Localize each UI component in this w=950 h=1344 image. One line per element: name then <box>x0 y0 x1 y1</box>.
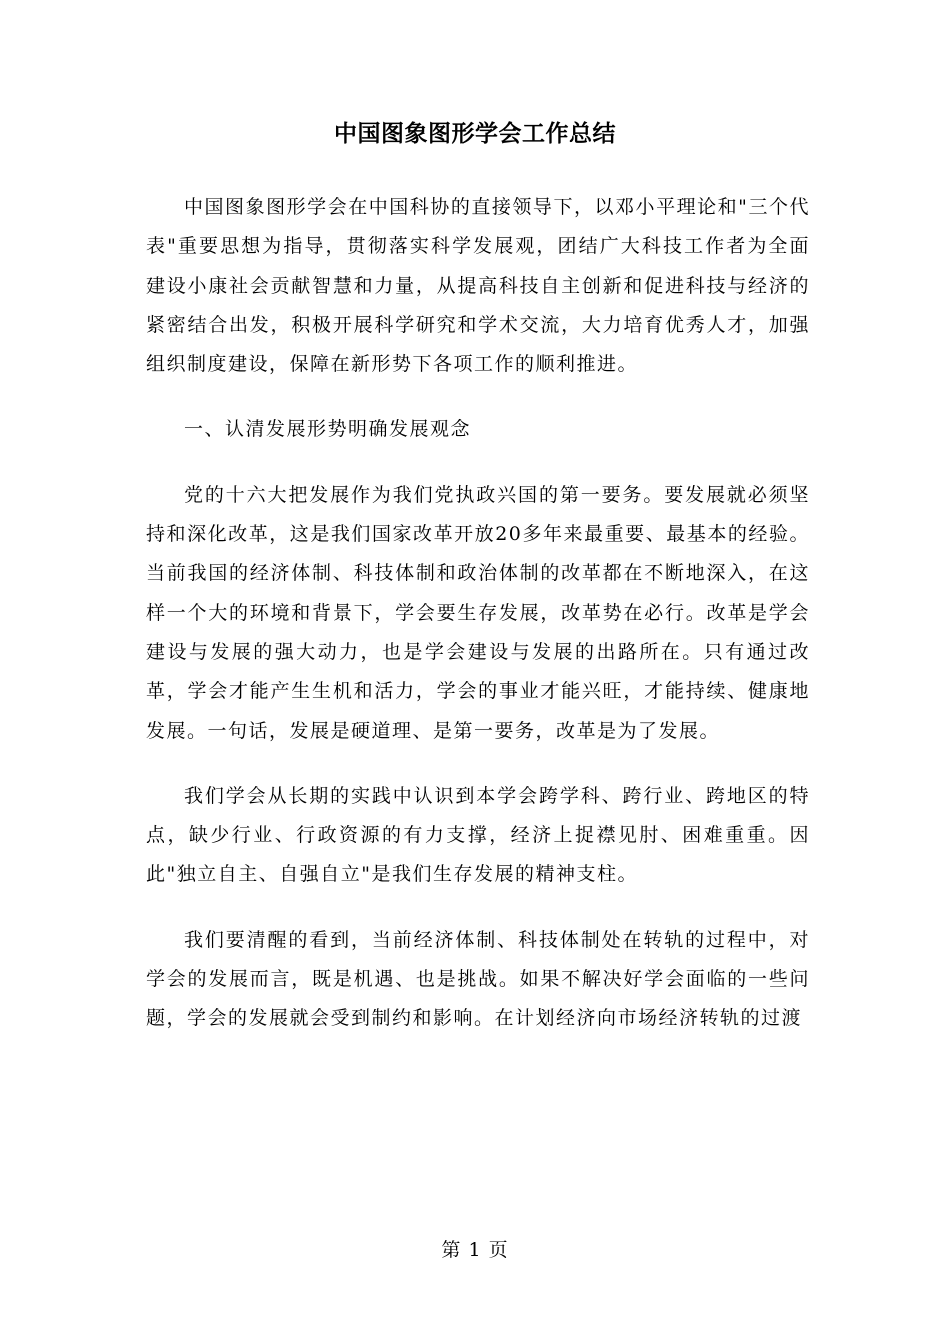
page-number: 第 1 页 <box>441 1239 509 1261</box>
paragraph-challenges: 我们要清醒的看到，当前经济体制、科技体制处在转轨的过程中，对学会的发展而言，既是机遇、也是挑战。如果不解决好学会面临的一些问题，学会的发展就会受到制约和影响。在计划经济向市场经济转轨的过渡 <box>146 928 810 1030</box>
paragraph-characteristics: 我们学会从长期的实践中认识到本学会跨学科、跨行业、跨地区的特点，缺少行业、行政资源的有力支撑，经济上捉襟见肘、困难重重。因此"独立自主、自强自立"是我们生存发展的精神支柱。 <box>146 784 810 886</box>
section-heading: 一、认清发展形势明确发展观念 <box>184 418 472 441</box>
document-title: 中国图象图形学会工作总结 <box>334 121 616 147</box>
paragraph-intro: 中国图象图形学会在中国科协的直接领导下，以邓小平理论和"三个代表"重要思想为指导，贯彻落实科学发展观，团结广大科技工作者为全面建设小康社会贡献智慧和力量，从提高科技自主创新和促进科技与经济的紧密结合出发，积极开展科学研究和学术交流，大力培育优秀人才，加强组织制度建设，保障在新形势下各项工作的顺利推进。 <box>146 196 810 376</box>
document-body <box>146 188 810 1039</box>
paragraph-reform: 党的十六大把发展作为我们党执政兴国的第一要务。要发展就必须坚持和深化改革，这是我们国家改革开放20多年来最重要、最基本的经验。当前我国的经济体制、科技体制和政治体制的改革都在不断地深入，在这样一个大的环境和背景下，学会要生存发展，改革势在必行。改革是学会建设与发展的强大动力，也是学会建设与发展的出路所在。只有通过改革，学会才能产生生机和活力，学会的事业才能兴旺，才能持续、健康地发展。一句话，发展是硬道理、是第一要务，改革是为了发展。 <box>146 483 810 742</box>
